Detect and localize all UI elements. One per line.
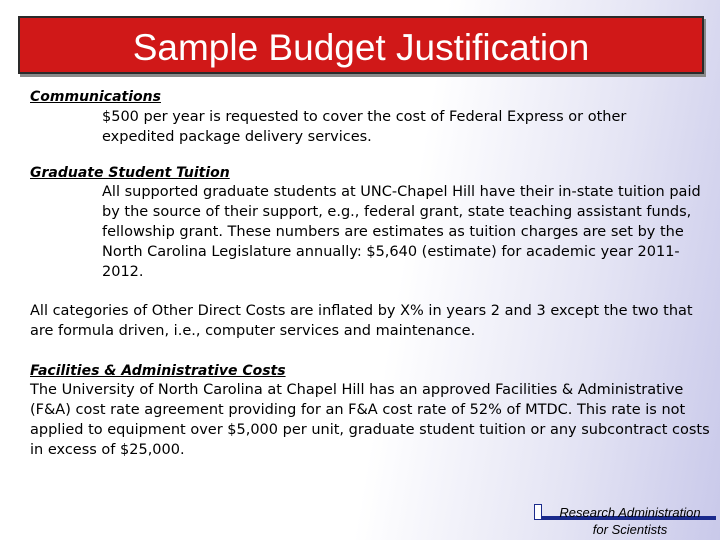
section-facilities bbox=[30, 363, 712, 460]
section-communications bbox=[30, 89, 712, 147]
footer-line-1: Research Administration bbox=[559, 505, 701, 520]
section-heading-communications: Communications bbox=[30, 89, 161, 105]
footer-logo-mark-icon bbox=[534, 504, 542, 520]
footer-line-2: for Scientists bbox=[592, 522, 668, 537]
footer-text bbox=[544, 504, 716, 538]
section-body-communications: $500 per year is requested to cover the cost of Federal Express or other expedited package delivery services. bbox=[102, 109, 627, 145]
section-body-facilities: The University of North Carolina at Chapel Hill has an approved Facilities & Administrative (F&A) cost rate agreement providing for an F&A cost rate of 52% of MTDC. This rate is not applied to equipment over $5,000 per unit, graduate student tuition or any subcontract costs in excess of $25,000. bbox=[30, 382, 710, 458]
section-body-tuition: All supported graduate students at UNC-Chapel Hill have their in-state tuition paid by the source of their support, e.g., federal grant, state teaching assistant funds, fellowship grant. These numbers are estimates as tuition charges are set by the North Carolina Legislature annually: $5,640 (estimate) for academic year 2011-2012. bbox=[102, 184, 701, 280]
document-body bbox=[30, 89, 712, 460]
title-banner bbox=[18, 16, 704, 74]
section-body-other-direct-costs: All categories of Other Direct Costs are inflated by X% in years 2 and 3 except the two that are formula driven, i.e., computer services and maintenance. bbox=[30, 303, 693, 339]
page-title: Sample Budget Justification bbox=[132, 27, 590, 68]
section-other-direct-costs bbox=[30, 301, 712, 341]
section-heading-tuition: Graduate Student Tuition bbox=[30, 165, 230, 181]
section-tuition bbox=[30, 165, 712, 282]
footer-branding bbox=[534, 504, 716, 538]
section-heading-facilities: Facilities & Administrative Costs bbox=[30, 363, 286, 379]
